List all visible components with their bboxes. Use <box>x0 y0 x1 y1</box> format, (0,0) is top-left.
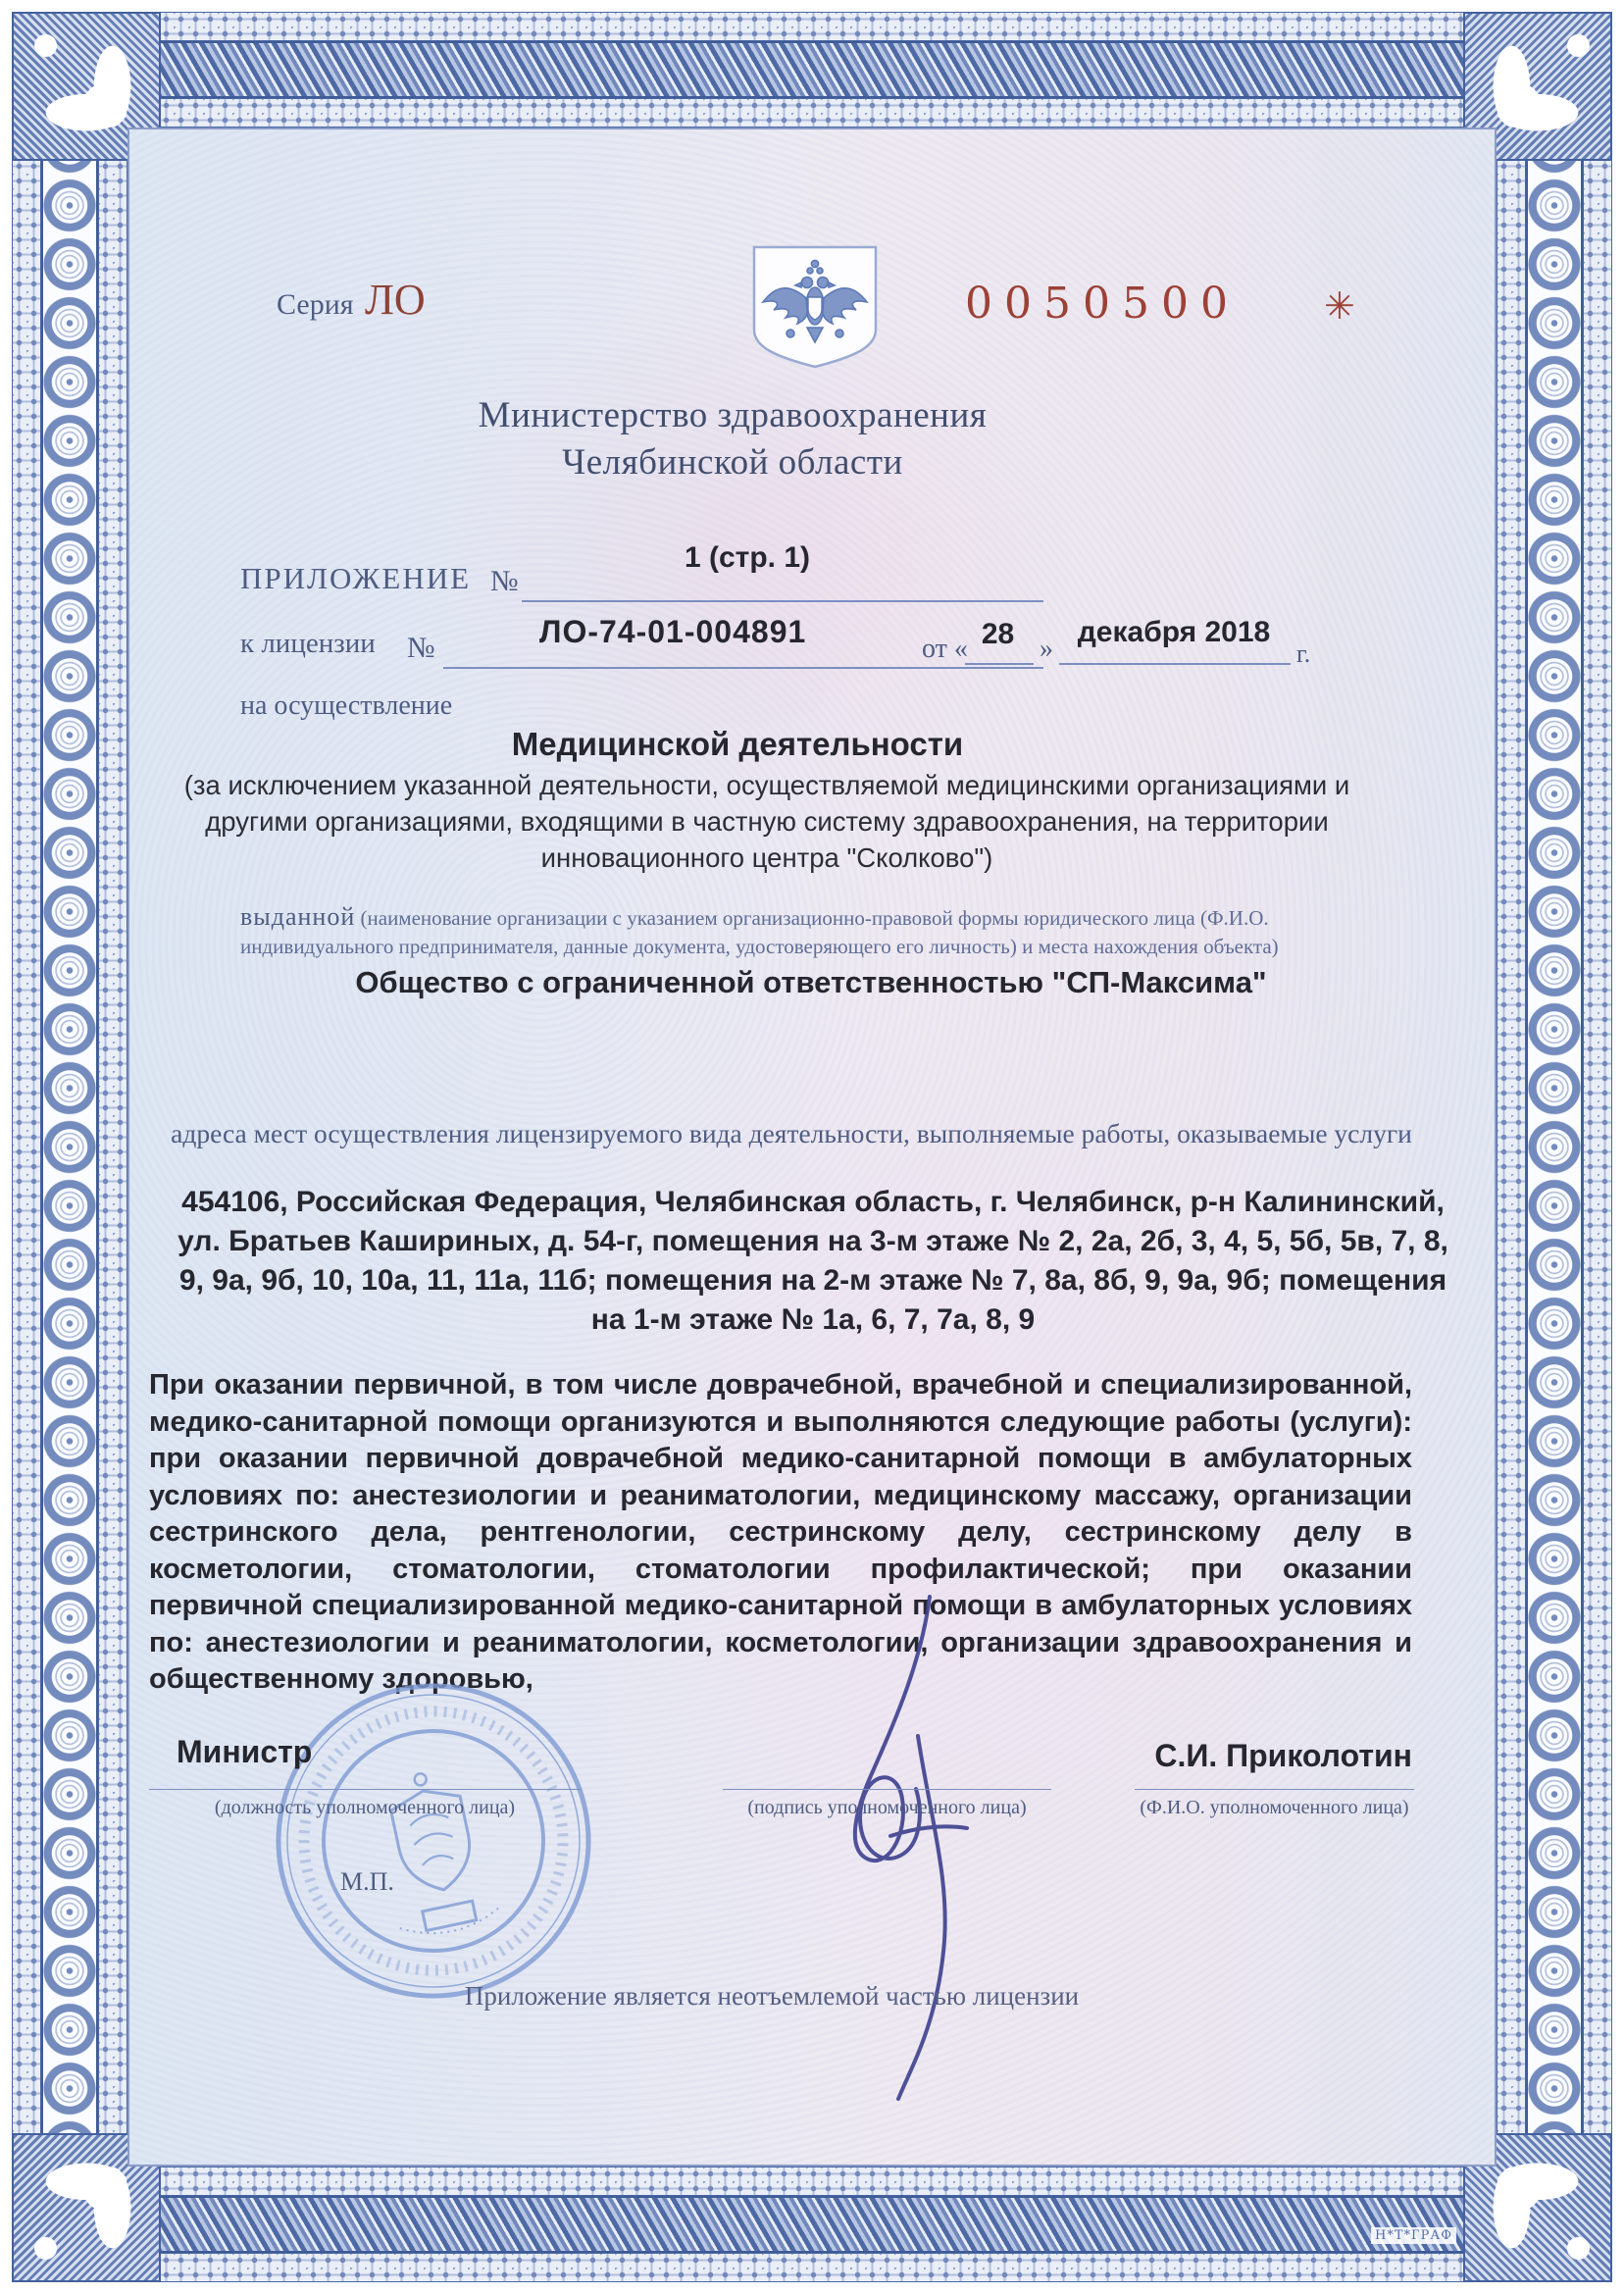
ministry-seal-stamp-icon <box>267 1674 600 2008</box>
addresses-label: адреса мест осуществления лицензируемого вида деятельности, выполняемые работы, оказываемые услуги <box>171 1118 1412 1148</box>
activity-note: (за исключением указанной деятельности, осуществляемой медицинскими организациями и другими организациями, входящими в частную систему здравоохранения, на территории инновационного центра "Сколково") <box>183 770 1350 873</box>
ministry-title <box>129 392 1336 486</box>
date-value: декабря 2018 <box>1077 616 1271 648</box>
position-caption: (должность уполномоченного лица) <box>214 1797 516 1818</box>
activity-title: Медицинской деятельности <box>511 726 964 762</box>
border-bottom <box>12 2167 1612 2282</box>
license-no-sign: № <box>407 632 435 664</box>
document-number: 0050500 <box>965 279 1240 329</box>
minister-signature <box>804 1589 1014 2118</box>
name-caption: (Ф.И.О. уполномоченного лица) <box>1140 1797 1409 1818</box>
footer-note: Приложение является неотъемлемой частью лицензии <box>464 1981 1080 2011</box>
asterisk-mark-icon: ✳ <box>1324 286 1355 328</box>
date-line <box>1059 663 1291 665</box>
organization-name: Общество с ограниченной ответственностью "СП-Максима" <box>355 965 1267 999</box>
series-value: ЛО <box>365 276 426 324</box>
position-line <box>149 1789 581 1790</box>
printer-mark: Н*Т*ГРАФ <box>1371 2227 1456 2244</box>
border-right <box>1497 12 1612 2282</box>
ministry-title-line2: Челябинской области <box>562 442 903 483</box>
issued-note-block <box>240 902 1417 961</box>
issued-label: выданной <box>240 902 356 931</box>
coat-of-arms-icon <box>745 243 885 373</box>
appendix-no-sign: № <box>490 565 519 597</box>
signature-caption: (подпись уполномоченного лица) <box>747 1797 1027 1818</box>
series-label: Серия <box>277 288 354 321</box>
issued-note: (наименование организации с указанием организационно-правовой формы юридического лица (Ф.И.О. индивидуального предпринимателя, данные документа, удостоверяющего его личность) и места нахождения объекта) <box>240 906 1279 958</box>
works-paragraph: При оказании первичной, в том числе доврачебной, врачебной и специализированной, медико-санитарной помощи организуются и выполняются следующие работы (услуги): при оказании первичной доврачебной медико-санитарной помощи в амбулаторных условиях по: анестезиологии и реаниматологии, медицинскому массажу, организации сестринского дела, рентгенологии, сестринскому делу, сестринскому делу в косметологии, стоматологии, стоматологии профилактической; при оказании первичной специализированной медико-санитарной помощи в амбулаторных условиях по: анестезиологии и реаниматологии, косметологии, организации здравоохранения и общественному здоровью, <box>149 1369 1412 1695</box>
signer-position: Министр <box>177 1734 313 1769</box>
appendix-value: 1 (стр. 1) <box>684 541 811 574</box>
ministry-title-line1: Министерство здравоохранения <box>478 395 988 435</box>
date-quote: » <box>1040 634 1053 664</box>
date-from-label: от « <box>922 634 968 664</box>
activity-intro: на осуществление <box>240 690 453 721</box>
appendix-line <box>522 600 1043 602</box>
border-left <box>12 12 127 2282</box>
date-day-line <box>965 663 1034 665</box>
border-top <box>12 12 1612 127</box>
seal-place-mark: М.П. <box>340 1867 394 1896</box>
certificate-field <box>127 127 1497 2167</box>
signer-name: С.И. Приколотин <box>1154 1738 1412 1773</box>
license-label: к лицензии <box>240 628 376 659</box>
license-number: ЛО-74-01-004891 <box>539 614 807 649</box>
signature-line <box>723 1789 1051 1790</box>
addresses-value: 454106, Российская Федерация, Челябинская область, г. Челябинск, р-н Калининский, ул. Братьев Кашириных, д. 54-г, помещения на 3-м этаже № 2, 2а, 2б, 3, 4, 5, 5б, 5в, 7, 8, 9, 9а, 9б, 10, 10а, 11, 11а, 11б; помещения на 2-м этаже № 7, 8а, 8б, 9, 9а, 9б; помещения на 1-м этаже № 1а, 6, 7, 7а, 8, 9 <box>178 1186 1448 1336</box>
license-line <box>443 667 1043 669</box>
name-line <box>1135 1789 1414 1790</box>
date-year-suffix: г. <box>1296 639 1311 668</box>
appendix-label: ПРИЛОЖЕНИЕ <box>240 561 472 595</box>
date-day: 28 <box>981 618 1015 650</box>
